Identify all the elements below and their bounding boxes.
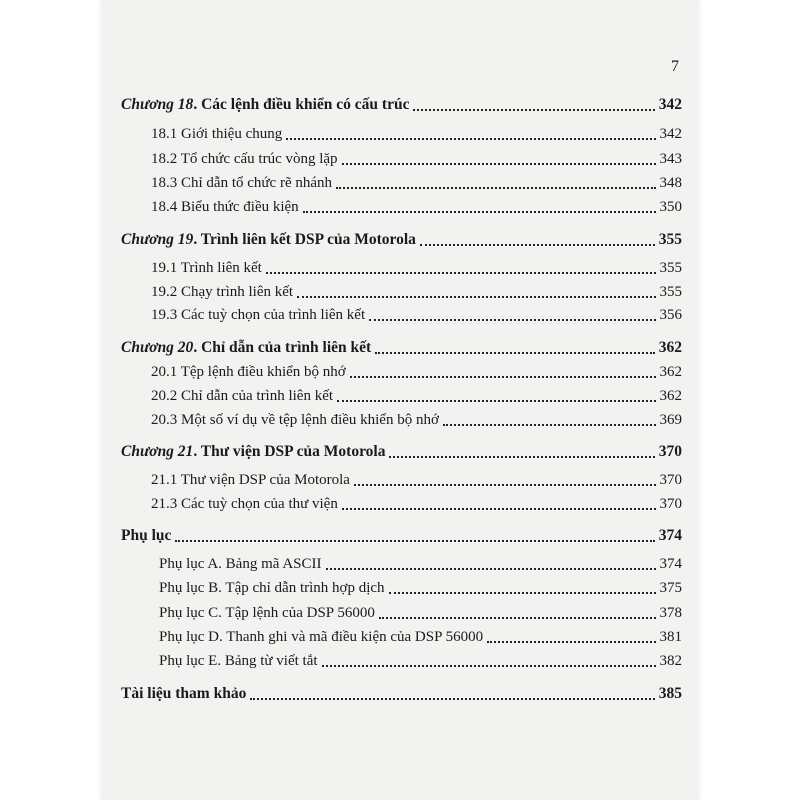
toc-page-number: 362 (658, 339, 682, 356)
toc-page-number: 369 (659, 412, 682, 428)
toc-entry-title: 20.1 Tệp lệnh điều khiển bộ nhớ (151, 364, 346, 380)
toc-page-number: 382 (659, 653, 682, 669)
toc-entry (159, 627, 682, 646)
dot-leader (342, 149, 656, 165)
table-of-contents (101, 0, 699, 800)
dot-leader (487, 627, 655, 643)
toc-entry (159, 603, 682, 622)
toc-page-number: 355 (658, 231, 682, 248)
toc-entry (151, 494, 682, 513)
dot-leader (342, 494, 656, 510)
dot-leader (369, 305, 655, 321)
toc-entry-title: Phụ lục E. Bảng từ viết tắt (159, 653, 318, 669)
toc-page-number: 355 (659, 260, 682, 276)
dot-leader (322, 651, 656, 667)
dot-leader (286, 124, 655, 140)
toc-entry (151, 282, 682, 301)
toc-page-number: 378 (659, 605, 682, 621)
chapter-number: Chương 18 (121, 96, 194, 113)
toc-entry-title: Phụ lục C. Tập lệnh của DSP 56000 (159, 605, 375, 621)
dot-leader (413, 95, 654, 111)
toc-entry (121, 230, 682, 249)
dot-leader (389, 578, 656, 594)
chapter-number: Chương 20 (121, 339, 194, 356)
chapter-title: . Chỉ dẫn của trình liên kết (193, 339, 372, 356)
toc-entry (151, 410, 682, 429)
toc-entry-title: 21.1 Thư viện DSP của Motorola (151, 472, 350, 488)
toc-page-number: 342 (659, 126, 682, 142)
dot-leader (350, 362, 656, 378)
toc-page-number: 374 (659, 556, 682, 572)
chapter-number: Chương 21 (121, 443, 194, 460)
chapter-number: Chương 19 (121, 231, 194, 248)
toc-entry-title (121, 443, 387, 461)
toc-entry-title: Phụ lục (121, 527, 172, 544)
dot-leader (354, 470, 656, 486)
toc-entry (151, 386, 682, 405)
toc-entry (121, 95, 682, 114)
toc-entry (151, 149, 682, 168)
toc-entry-title: 19.2 Chạy trình liên kết (151, 284, 294, 300)
toc-entry-title: Phụ lục B. Tập chỉ dẫn trình hợp dịch (159, 580, 385, 596)
dot-leader (389, 442, 654, 458)
toc-entry (121, 526, 682, 545)
toc-page-number: 342 (658, 96, 682, 113)
dot-leader (297, 282, 655, 298)
page-number: 7 (671, 58, 679, 75)
toc-entry (151, 305, 682, 324)
toc-page-number: 375 (659, 580, 682, 596)
toc-entry-title: Phụ lục D. Thanh ghi và mã điều kiện của DSP 56000 (159, 629, 484, 645)
chapter-title: . Thư viện DSP của Motorola (193, 443, 386, 460)
toc-page-number: 348 (659, 175, 682, 191)
toc-page-number: 370 (658, 443, 682, 460)
dot-leader (443, 410, 656, 426)
toc-page-number: 374 (658, 527, 682, 544)
toc-page-number: 381 (659, 629, 682, 645)
toc-entry-title: 19.1 Trình liên kết (151, 260, 262, 276)
toc-entry (159, 554, 682, 573)
dot-leader (379, 603, 656, 619)
chapter-title: . Trình liên kết DSP của Motorola (193, 231, 416, 248)
toc-page-number: 385 (658, 685, 682, 702)
toc-entry (151, 470, 682, 489)
toc-entry (151, 197, 682, 216)
toc-entry-title: 19.3 Các tuỳ chọn của trình liên kết (151, 307, 366, 323)
dot-leader (336, 173, 655, 189)
book-page (101, 0, 699, 800)
toc-entry (159, 651, 682, 670)
toc-entry (121, 442, 682, 461)
toc-entry (121, 684, 682, 703)
dot-leader (303, 197, 656, 213)
toc-entry-title (121, 96, 411, 114)
toc-page-number: 362 (659, 364, 682, 380)
toc-page-number: 343 (659, 151, 682, 167)
chapter-title: . Các lệnh điều khiển có cấu trúc (193, 96, 410, 113)
toc-entry-title: 18.4 Biểu thức điều kiện (151, 199, 299, 215)
toc-entry (151, 362, 682, 381)
toc-entry-title: 18.3 Chỉ dẫn tổ chức rẽ nhánh (151, 175, 333, 191)
toc-page-number: 362 (659, 388, 682, 404)
toc-entry-title: 20.3 Một số ví dụ về tệp lệnh điều khiển bộ nhớ (151, 412, 439, 428)
toc-page-number: 350 (659, 199, 682, 215)
toc-entry (151, 124, 682, 143)
toc-entry-title: 18.2 Tổ chức cấu trúc vòng lặp (151, 151, 338, 167)
toc-entry-title: 21.3 Các tuỳ chọn của thư viện (151, 496, 338, 512)
dot-leader (326, 554, 656, 570)
toc-entry (151, 258, 682, 277)
toc-page-number: 356 (659, 307, 682, 323)
toc-entry (159, 578, 682, 597)
dot-leader (175, 526, 654, 542)
toc-page-number: 370 (659, 496, 682, 512)
toc-entry-title: Tài liệu tham khảo (121, 685, 247, 702)
toc-entry-title: 20.2 Chỉ dẫn của trình liên kết (151, 388, 334, 404)
dot-leader (266, 258, 656, 274)
toc-entry-title: 18.1 Giới thiệu chung (151, 126, 283, 142)
dot-leader (250, 684, 654, 700)
dot-leader (337, 386, 655, 402)
toc-entry-title: Phụ lục A. Bảng mã ASCII (159, 556, 322, 572)
toc-entry (121, 338, 682, 357)
toc-entry (151, 173, 682, 192)
toc-entry-title (121, 339, 373, 357)
toc-page-number: 370 (659, 472, 682, 488)
dot-leader (375, 338, 655, 354)
toc-page-number: 355 (659, 284, 682, 300)
toc-entry-title (121, 231, 418, 249)
dot-leader (420, 230, 655, 246)
